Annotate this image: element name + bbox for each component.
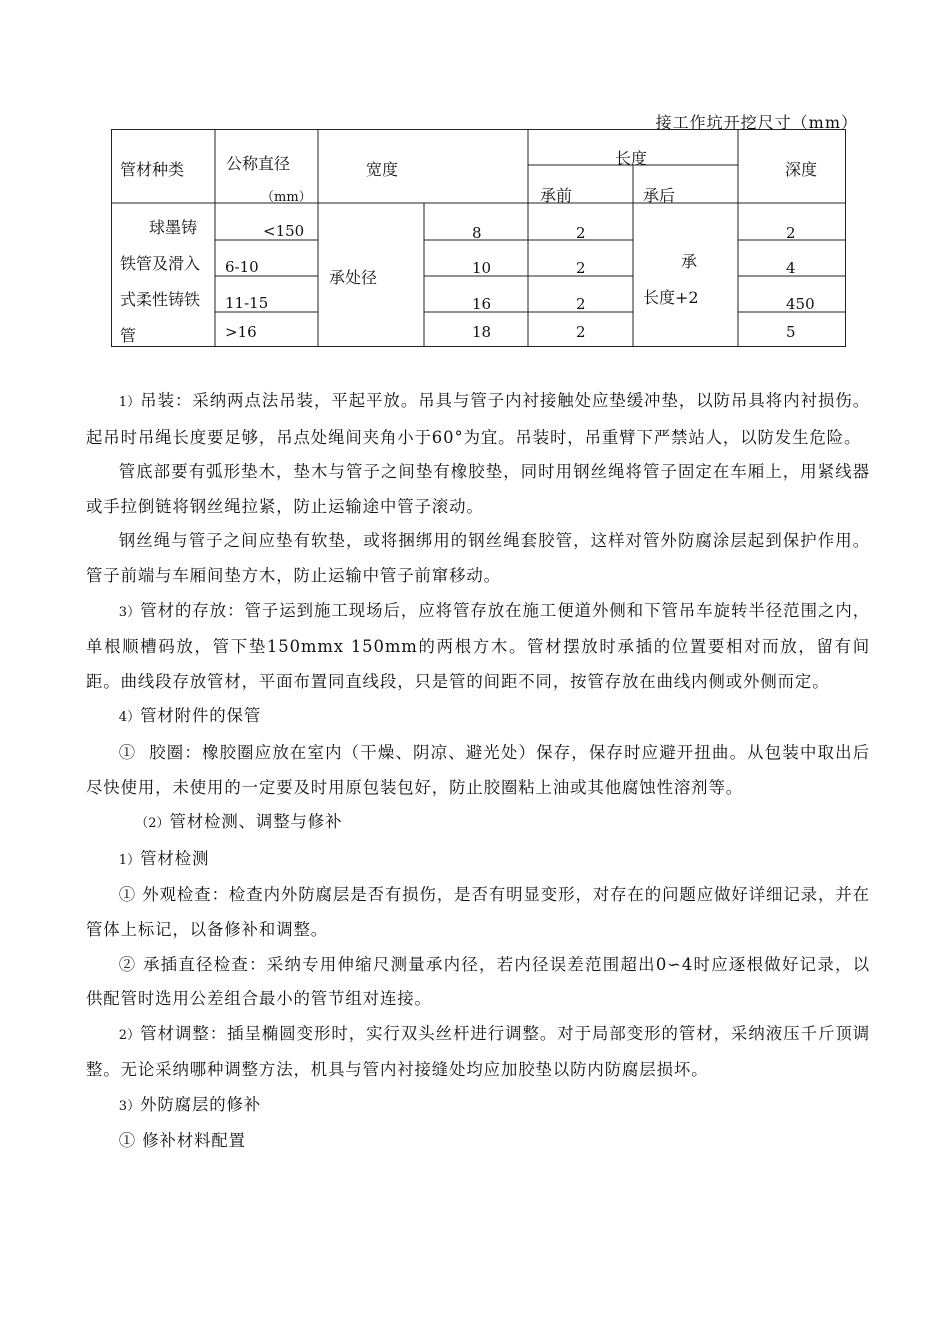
back-value: 承 <box>681 252 698 271</box>
front-cell: 2 <box>576 323 586 341</box>
paragraph-text: 外观检查：检查内外防腐层是否有损伤，是否有明显变形，对存在的问题应做好详细记录，并在管体上标记，以备修补和调整。 <box>86 885 870 939</box>
header-diameter: 公称直径 <box>226 154 291 173</box>
paragraph-text: 管材检测、调整与修补 <box>169 812 343 832</box>
header-width: 宽度 <box>366 160 399 179</box>
width-add-cell: 8 <box>472 224 482 242</box>
paragraph-text: 管材调整：插呈椭圆变形时，实行双头丝杆进行调整。对于局部变形的管材，采纳液压千斤顶调整。无论采纳哪种调整方法，机具与管内衬接缝处均应加胶垫以防内防腐层损坏。 <box>86 1023 870 1080</box>
paragraph <box>86 594 870 700</box>
item-number: 4） <box>118 710 141 726</box>
material-line: 管 <box>120 326 137 345</box>
paragraph <box>86 948 870 1017</box>
item-number: （2） <box>135 816 170 832</box>
width-value: 承处径 <box>329 268 378 287</box>
diameter-cell: 6-10 <box>225 258 259 276</box>
paragraph-text: 管材附件的保管 <box>140 706 262 726</box>
paragraph-text: 管材的存放：管子运到施工现场后，应将管存放在施工便道外侧和下管吊车旋转半径范围之内，单根顺槽码放，管下垫150mmx 150mm的两根方木。管材摆放时承插的位置要相对而放，留有间距。曲线段存放管材，平面布置同直线段，只是管的间距不同，按管存放在曲线内侧或外侧而定。 <box>86 600 870 691</box>
material-line: 铁管及滑入 <box>120 254 201 273</box>
diameter-cell: 11-15 <box>225 294 269 312</box>
paragraph <box>86 842 870 879</box>
section-heading <box>86 805 870 842</box>
header-length: 长度 <box>615 149 648 168</box>
front-cell: 2 <box>576 224 586 242</box>
paragraph <box>86 1088 870 1125</box>
paragraph <box>86 524 870 593</box>
header-length-back: 承后 <box>643 186 676 205</box>
body-text <box>86 384 870 1159</box>
header-diameter-unit: （mm） <box>261 190 312 205</box>
header-material: 管材种类 <box>120 160 185 179</box>
paragraph-text: 管底部要有弧形垫木，垫木与管子之间垫有橡胶垫，同时用钢丝绳将管子固定在车厢上，用紧线器或手拉倒链将钢丝绳拉紧，防止运输途中管子滚动。 <box>86 462 870 516</box>
depth-cell: 2 <box>786 224 796 242</box>
item-number: ① <box>118 742 137 762</box>
width-add-cell: 16 <box>472 295 492 313</box>
item-number: 3） <box>118 604 141 620</box>
paragraph-text: 管材检测 <box>140 848 210 868</box>
paragraph <box>86 1124 870 1159</box>
paragraph-text: 承插直径检查：采纳专用伸缩尺测量承内径，若内径误差范围超出0∽4时应逐根做好记录，以供配管时选用公差组合最小的管节组对连接。 <box>86 954 870 1009</box>
paragraph <box>86 1017 870 1088</box>
paragraph-text: 钢丝绳与管子之间应垫有软垫，或将捆绑用的钢丝绳套胶管，这样对管外防腐涂层起到保护作用。管子前端与车厢间垫方木，防止运输中管子前窜移动。 <box>86 531 870 585</box>
excavation-size-table <box>111 129 846 347</box>
material-line: 球墨铸 <box>149 218 198 237</box>
back-value: 长度+2 <box>643 288 699 307</box>
item-number: 3） <box>118 1098 141 1114</box>
header-length-front: 承前 <box>540 186 573 205</box>
item-number: 2） <box>118 1027 141 1043</box>
width-add-cell: 18 <box>472 323 492 341</box>
front-cell: 2 <box>576 259 586 277</box>
paragraph <box>86 699 870 736</box>
front-cell: 2 <box>576 295 586 313</box>
material-line: 式柔性铸铁 <box>120 290 201 309</box>
item-number: ① <box>118 885 137 905</box>
paragraph-text: 胶圈：橡胶圈应放在室内（干燥、阴凉、避光处）保存，保存时应避开扭曲。从包装中取出后尽快使用，未使用的一定要及时用原包装包好，防止胶圈粘上油或其他腐蚀性溶剂等。 <box>86 742 870 797</box>
paragraph-text: 吊装：采纳两点法吊装，平起平放。吊具与管子内衬接触处应垫缓冲垫，以防吊具将内衬损伤。起吊时吊绳长度要足够，吊点处绳间夹角小于60°为宜。吊装时，吊重臂下严禁站人，以防发生危险。 <box>86 391 870 447</box>
paragraph-text: 外防腐层的修补 <box>140 1094 262 1114</box>
depth-cell: 450 <box>786 295 815 313</box>
depth-cell: 4 <box>786 259 796 277</box>
table-caption: 接工作坑开挖尺寸（mm） <box>655 113 858 132</box>
item-number: 1） <box>118 395 141 410</box>
diameter-cell: >16 <box>225 323 257 341</box>
diameter-cell: <150 <box>263 222 305 240</box>
item-number: 1） <box>118 852 141 868</box>
paragraph-text: 修补材料配置 <box>142 1131 246 1151</box>
item-number: ① <box>118 1131 137 1151</box>
paragraph <box>86 455 870 524</box>
paragraph <box>86 384 870 455</box>
header-depth: 深度 <box>785 160 818 179</box>
paragraph <box>86 878 870 947</box>
width-add-cell: 10 <box>472 259 492 277</box>
paragraph <box>86 736 870 805</box>
item-number: ② <box>118 954 137 974</box>
depth-cell: 5 <box>786 323 796 341</box>
